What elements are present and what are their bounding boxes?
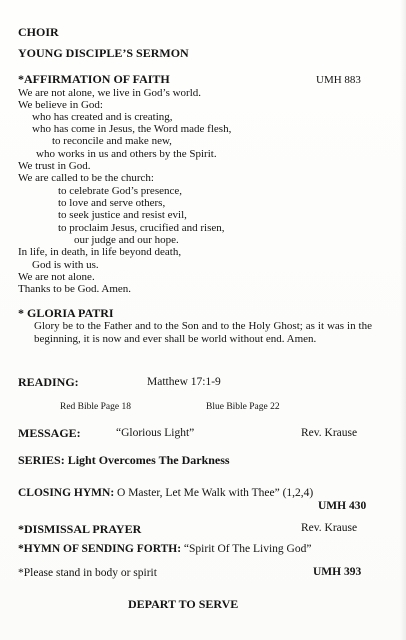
message-speaker: Rev. Krause: [301, 427, 358, 439]
affirmation-line: We are called to be the church:: [18, 172, 154, 184]
gloria-patri-text: Glory be to the Father and to the Son and to the Holy Ghost; as it was in the beginning, it is now and ever shall be world without end. Amen.: [34, 320, 372, 345]
affirmation-line: who works in us and others by the Spirit.: [36, 148, 217, 160]
affirmation-line: We believe in God:: [18, 99, 103, 111]
dismissal-prayer-speaker: Rev. Krause: [301, 522, 358, 534]
depart-to-serve: DEPART TO SERVE: [128, 597, 239, 611]
affirmation-line: our judge and our hope.: [74, 234, 179, 246]
sending-hymn-row: [18, 543, 311, 555]
blue-bible-page: Blue Bible Page 22: [206, 402, 280, 412]
reading-label: READING:: [18, 375, 79, 389]
affirmation-line: who has come in Jesus, the Word made flesh,: [32, 123, 232, 135]
affirmation-line: We trust in God.: [18, 160, 91, 172]
affirmation-line: to celebrate God’s presence,: [58, 185, 182, 197]
sending-hymn-ref: UMH 393: [313, 566, 362, 578]
series-line: SERIES: Light Overcomes The Darkness: [18, 453, 230, 467]
message-label: MESSAGE:: [18, 426, 81, 440]
stand-note: *Please stand in body or spirit: [18, 567, 157, 579]
affirmation-line: We are not alone, we live in God’s world.: [18, 87, 202, 99]
young-disciples-sermon-heading: YOUNG DISCIPLE’S SERMON: [18, 46, 189, 60]
sending-hymn-label: *HYMN OF SENDING FORTH:: [18, 543, 182, 555]
sending-hymn-title: “Spirit Of The Living God”: [183, 543, 312, 555]
affirmation-line: Thanks to be God. Amen.: [18, 283, 132, 295]
affirmation-line: to love and serve others,: [58, 197, 166, 209]
affirmation-line: We are not alone.: [18, 271, 95, 283]
message-title: “Glorious Light”: [116, 427, 195, 439]
affirmation-title: *AFFIRMATION OF FAITH: [18, 72, 170, 86]
closing-hymn-label: CLOSING HYMN:: [18, 487, 115, 499]
page-edge-shadow: [400, 0, 406, 640]
affirmation-line: to seek justice and resist evil,: [58, 209, 187, 221]
dismissal-prayer-label: *DISMISSAL PRAYER: [18, 522, 142, 536]
affirmation-line: to reconcile and make new,: [52, 135, 172, 147]
affirmation-line: to proclaim Jesus, crucified and risen,: [58, 222, 225, 234]
gloria-patri-title: * GLORIA PATRI: [18, 306, 114, 320]
affirmation-line: In life, in death, in life beyond death,: [18, 246, 182, 258]
affirmation-line: who has created and is creating,: [32, 111, 173, 123]
reading-passage: Matthew 17:1-9: [147, 376, 221, 388]
affirmation-line: God is with us.: [32, 259, 99, 271]
choir-heading: CHOIR: [18, 25, 59, 39]
closing-hymn-ref: UMH 430: [318, 500, 367, 512]
closing-hymn-row: [18, 487, 313, 499]
closing-hymn-title: O Master, Let Me Walk with Thee” (1,2,4): [117, 487, 314, 499]
red-bible-page: Red Bible Page 18: [60, 402, 131, 412]
affirmation-hymnal-ref: UMH 883: [316, 74, 361, 86]
